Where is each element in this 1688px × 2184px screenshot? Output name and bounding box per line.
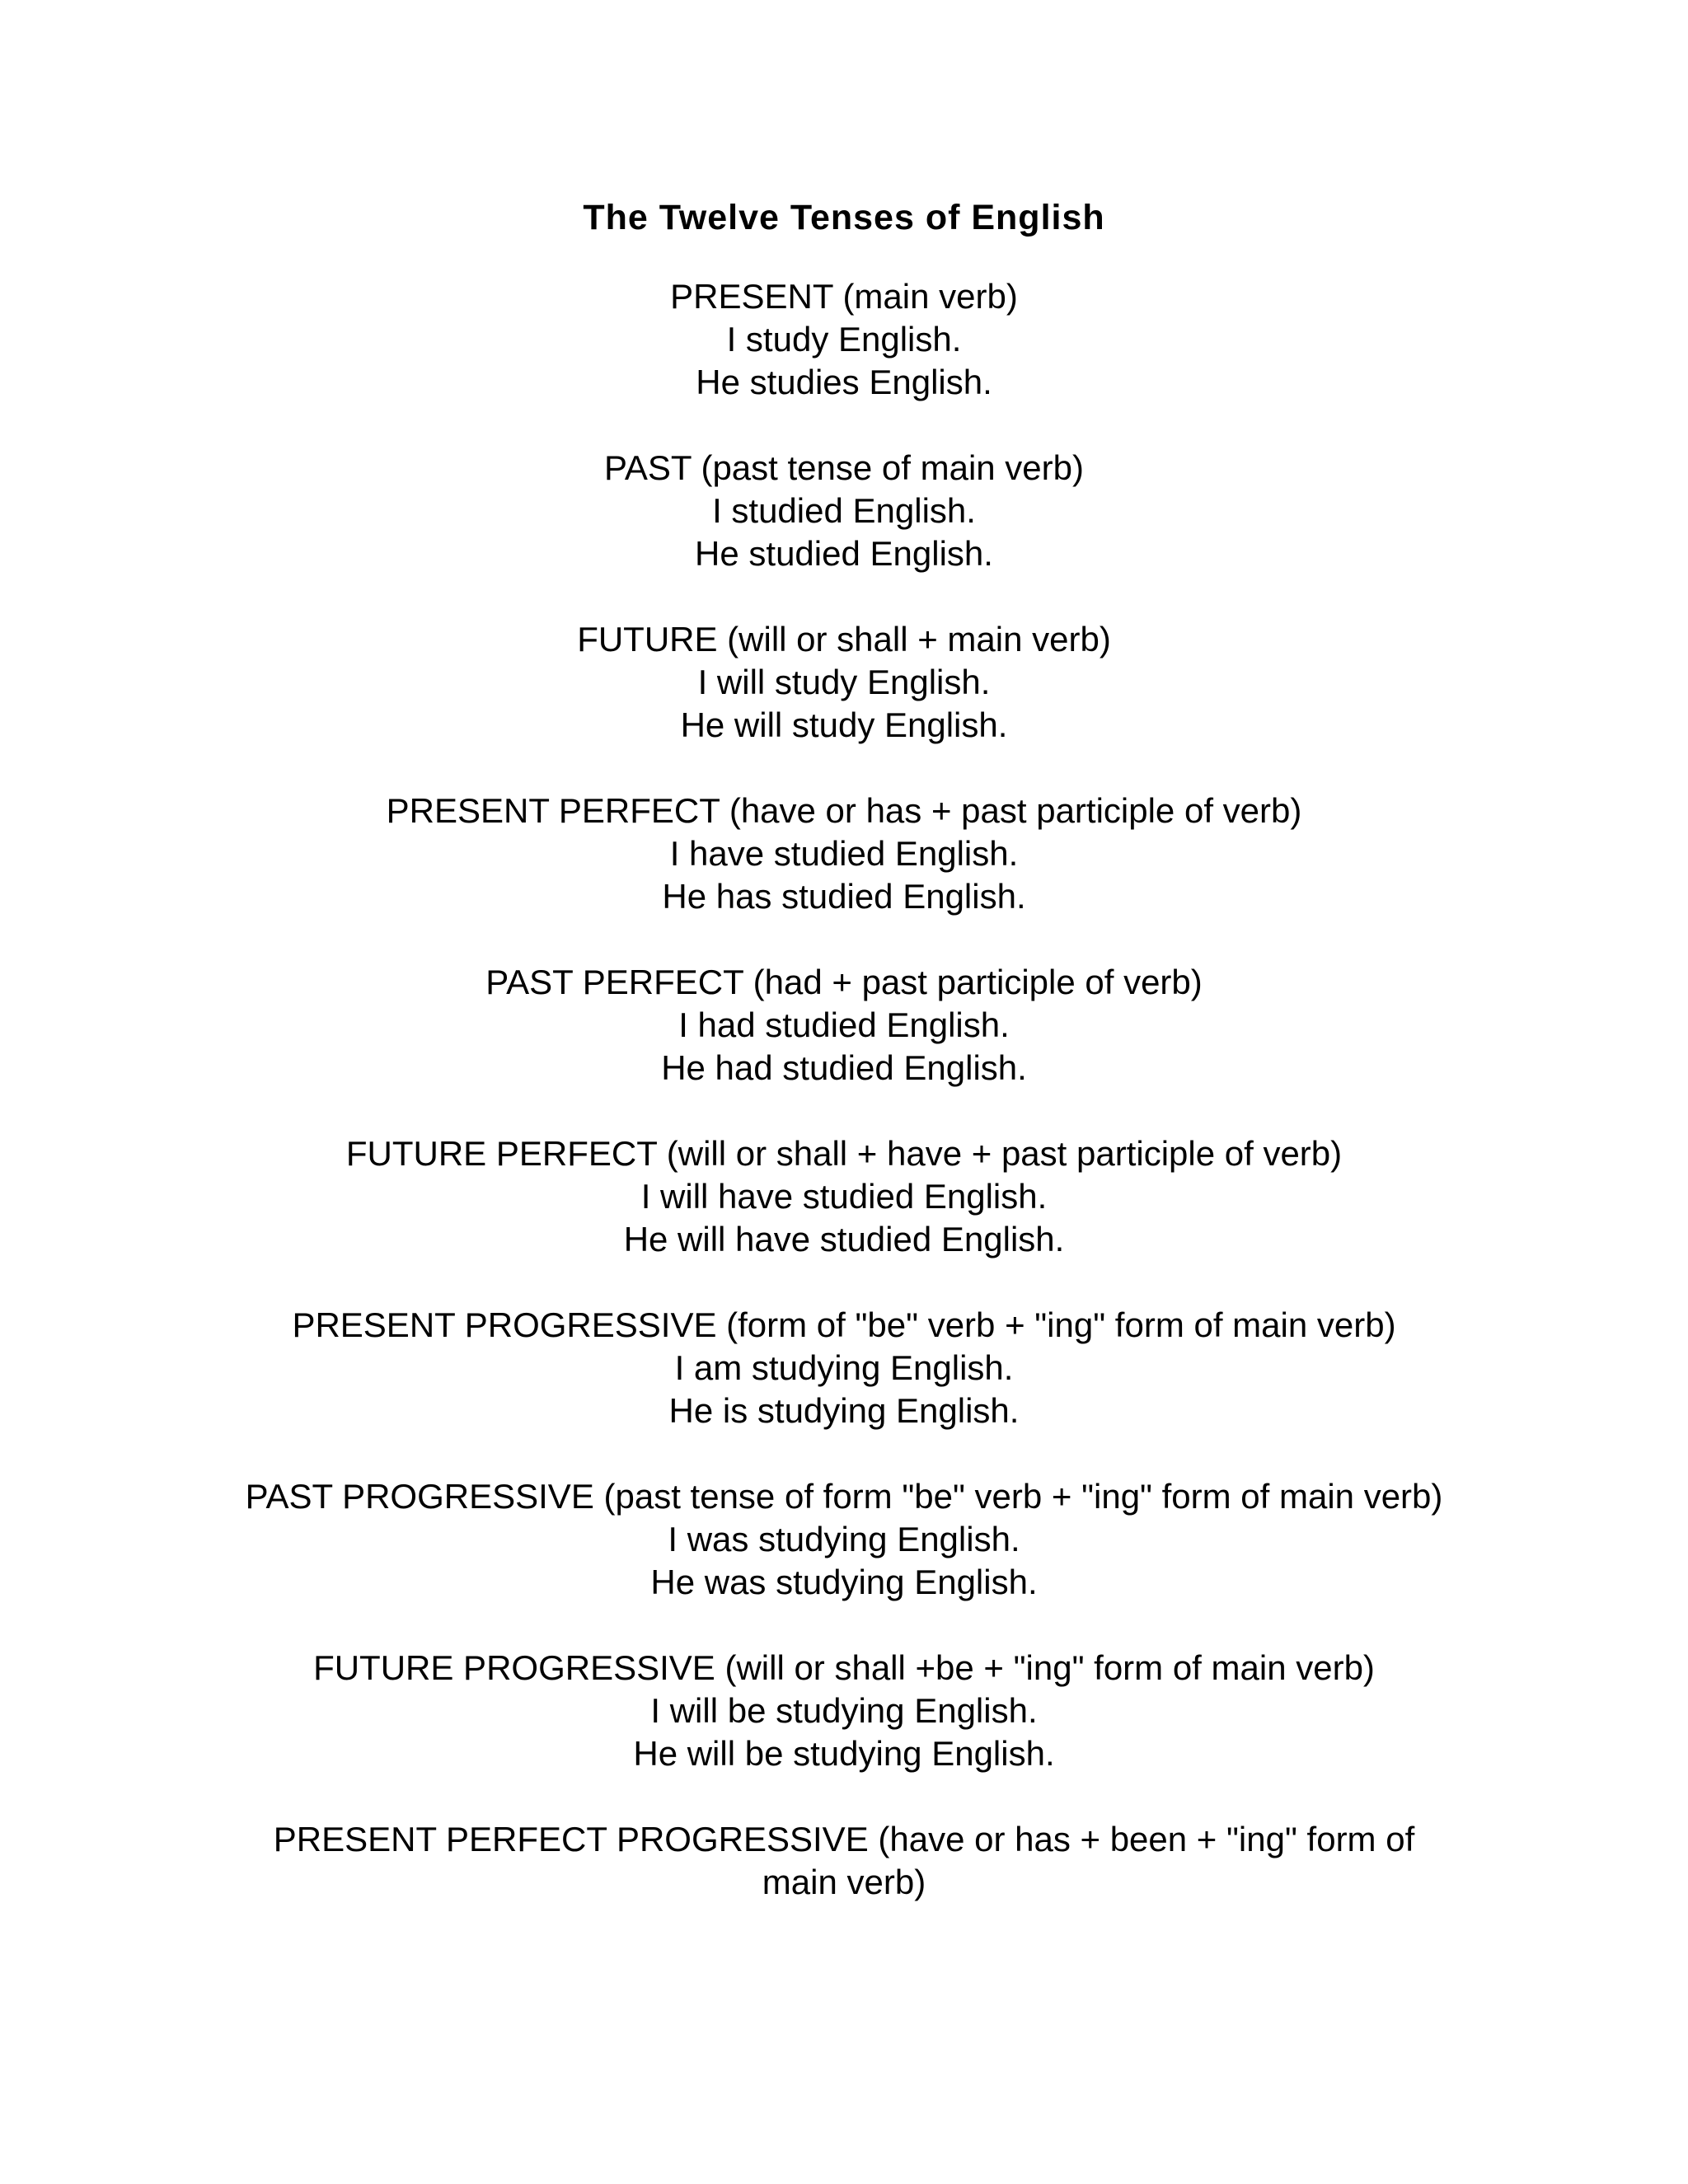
example-sentence: He will be studying English.: [633, 1734, 1055, 1773]
tense-heading: PAST PERFECT (had + past participle of verb): [485, 963, 1203, 1001]
tense-heading: FUTURE PROGRESSIVE (will or shall +be + "ing" form of main verb): [313, 1648, 1375, 1687]
tense-heading: PRESENT (main verb): [670, 277, 1018, 316]
example-sentence: I will study English.: [697, 663, 991, 701]
document-content: [224, 196, 1464, 1904]
example-sentence: I will have studied English.: [640, 1177, 1048, 1216]
example-sentence: He will study English.: [680, 705, 1008, 744]
example-sentence: I was studying English.: [668, 1520, 1020, 1558]
example-sentence: I had studied English.: [678, 1005, 1010, 1044]
tense-section-present-perfect-progressive: [224, 1818, 1464, 1904]
example-sentence: I study English.: [726, 320, 962, 359]
example-sentence: He studied English.: [695, 534, 993, 573]
tense-section-past-progressive: [224, 1475, 1464, 1604]
tense-heading: PAST PROGRESSIVE (past tense of form "be" verb + "ing" form of main verb): [245, 1477, 1443, 1516]
example-sentence: He studies English.: [696, 363, 992, 401]
tense-heading: FUTURE PERFECT (will or shall + have + past participle of verb): [345, 1134, 1343, 1173]
tense-section-future-perfect: [224, 1132, 1464, 1261]
example-sentence: He has studied English.: [662, 877, 1026, 916]
tense-section-future-progressive: [224, 1647, 1464, 1775]
page-title: The Twelve Tenses of English: [583, 198, 1105, 237]
example-sentence: He was studying English.: [650, 1563, 1038, 1601]
tense-section-past-perfect: [224, 961, 1464, 1090]
example-sentence: I have studied English.: [669, 834, 1019, 873]
example-sentence: I will be studying English.: [650, 1691, 1038, 1730]
tense-section-present-perfect: [224, 790, 1464, 918]
tense-heading: PRESENT PERFECT PROGRESSIVE (have or has + been + "ing" form of main verb): [273, 1820, 1415, 1901]
example-sentence: He had studied English.: [661, 1048, 1027, 1087]
example-sentence: He is studying English.: [668, 1391, 1020, 1430]
example-sentence: I am studying English.: [674, 1348, 1014, 1387]
example-sentence: I studied English.: [712, 491, 976, 530]
example-sentence: He will have studied English.: [623, 1220, 1065, 1258]
tense-section-future: [224, 618, 1464, 747]
tense-heading: PAST (past tense of main verb): [603, 448, 1085, 487]
tense-section-present: [224, 275, 1464, 404]
tense-heading: FUTURE (will or shall + main verb): [577, 620, 1111, 658]
tense-heading: PRESENT PERFECT (have or has + past participle of verb): [386, 791, 1302, 830]
tense-heading: PRESENT PROGRESSIVE (form of "be" verb + "ing" form of main verb): [292, 1305, 1396, 1344]
tense-section-past: [224, 447, 1464, 575]
tense-section-present-progressive: [224, 1304, 1464, 1432]
